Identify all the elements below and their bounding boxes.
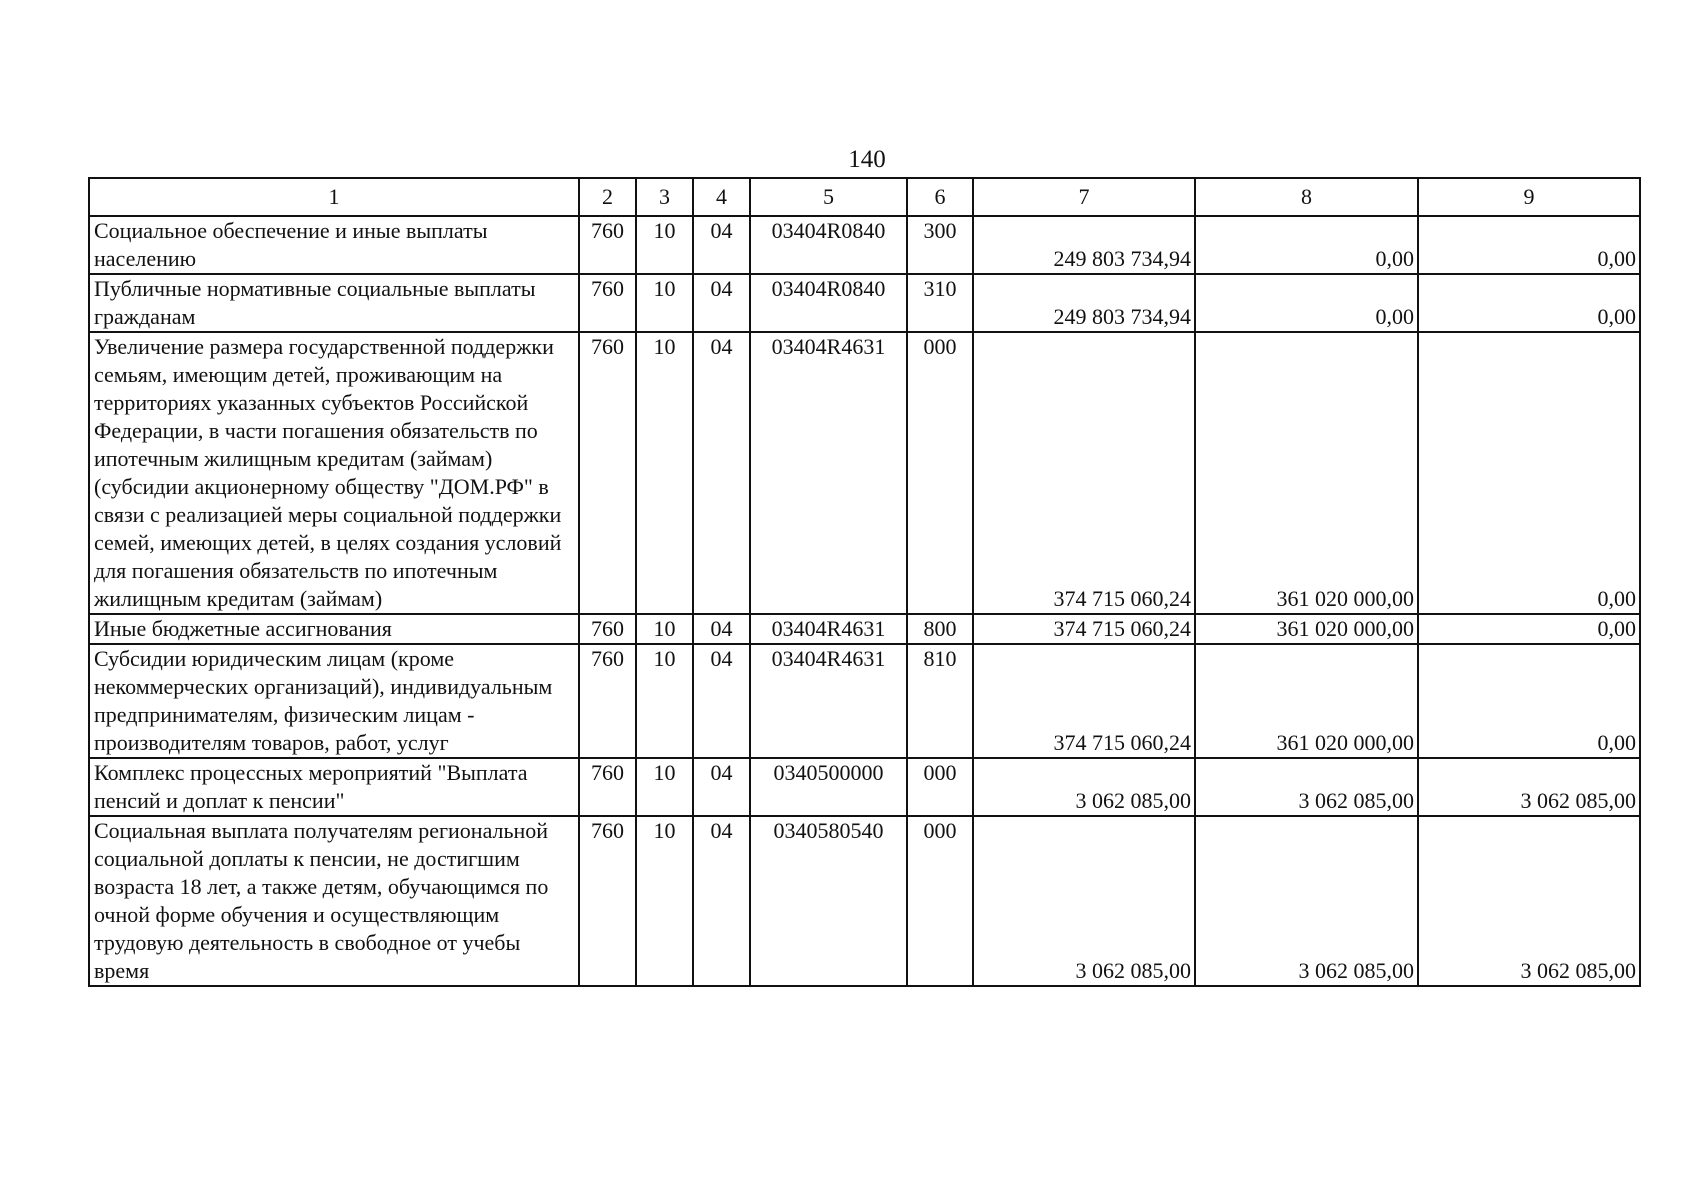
row-sum-9: 3 062 085,00 bbox=[1418, 758, 1640, 816]
row-name: Субсидии юридическим лицам (кроме некоммерческих организаций), индивидуальным предпринимателям, физическим лицам - производителям товаров, работ, услуг bbox=[89, 644, 579, 758]
row-code-2: 760 bbox=[579, 644, 636, 758]
row-code-4: 04 bbox=[693, 332, 750, 614]
row-sum-7: 374 715 060,24 bbox=[973, 332, 1195, 614]
table-row bbox=[89, 216, 1640, 274]
row-code-2: 760 bbox=[579, 816, 636, 986]
row-code-4: 04 bbox=[693, 274, 750, 332]
row-code-3: 10 bbox=[636, 758, 693, 816]
row-sum-9: 3 062 085,00 bbox=[1418, 816, 1640, 986]
column-header-3: 3 bbox=[636, 178, 693, 216]
row-code-5: 03404R4631 bbox=[750, 644, 907, 758]
row-sum-7: 374 715 060,24 bbox=[973, 644, 1195, 758]
row-code-3: 10 bbox=[636, 332, 693, 614]
row-code-2: 760 bbox=[579, 332, 636, 614]
row-code-3: 10 bbox=[636, 816, 693, 986]
row-sum-8: 361 020 000,00 bbox=[1195, 644, 1418, 758]
row-code-6: 000 bbox=[907, 758, 973, 816]
row-sum-8: 0,00 bbox=[1195, 216, 1418, 274]
row-sum-9: 0,00 bbox=[1418, 614, 1640, 644]
row-code-6: 310 bbox=[907, 274, 973, 332]
column-header-8: 8 bbox=[1195, 178, 1418, 216]
row-code-2: 760 bbox=[579, 274, 636, 332]
row-code-3: 10 bbox=[636, 644, 693, 758]
row-code-2: 760 bbox=[579, 614, 636, 644]
row-sum-8: 0,00 bbox=[1195, 274, 1418, 332]
row-code-3: 10 bbox=[636, 274, 693, 332]
row-sum-9: 0,00 bbox=[1418, 216, 1640, 274]
row-sum-9: 0,00 bbox=[1418, 274, 1640, 332]
row-code-6: 000 bbox=[907, 816, 973, 986]
page-number: 140 bbox=[848, 146, 886, 173]
row-code-4: 04 bbox=[693, 758, 750, 816]
column-header-2: 2 bbox=[579, 178, 636, 216]
row-sum-8: 361 020 000,00 bbox=[1195, 614, 1418, 644]
row-code-6: 000 bbox=[907, 332, 973, 614]
row-code-4: 04 bbox=[693, 644, 750, 758]
row-sum-7: 3 062 085,00 bbox=[973, 758, 1195, 816]
row-name: Публичные нормативные социальные выплаты гражданам bbox=[89, 274, 579, 332]
row-name: Социальное обеспечение и иные выплаты населению bbox=[89, 216, 579, 274]
row-sum-7: 3 062 085,00 bbox=[973, 816, 1195, 986]
table-row bbox=[89, 758, 1640, 816]
row-sum-7: 249 803 734,94 bbox=[973, 274, 1195, 332]
column-header-4: 4 bbox=[693, 178, 750, 216]
row-sum-9: 0,00 bbox=[1418, 332, 1640, 614]
row-name: Социальная выплата получателям региональной социальной доплаты к пенсии, не достигшим возраста 18 лет, а также детям, обучающимся по очной форме обучения и осуществляющим трудовую деятельность в свободное от учебы время bbox=[89, 816, 579, 986]
row-code-4: 04 bbox=[693, 614, 750, 644]
column-header-1: 1 bbox=[89, 178, 579, 216]
row-code-5: 03404R0840 bbox=[750, 216, 907, 274]
column-header-7: 7 bbox=[973, 178, 1195, 216]
row-name: Иные бюджетные ассигнования bbox=[89, 614, 579, 644]
row-sum-7: 249 803 734,94 bbox=[973, 216, 1195, 274]
row-code-6: 810 bbox=[907, 644, 973, 758]
row-sum-8: 361 020 000,00 bbox=[1195, 332, 1418, 614]
column-header-9: 9 bbox=[1418, 178, 1640, 216]
row-code-5: 0340500000 bbox=[750, 758, 907, 816]
table-row bbox=[89, 644, 1640, 758]
row-code-5: 03404R4631 bbox=[750, 614, 907, 644]
row-sum-7: 374 715 060,24 bbox=[973, 614, 1195, 644]
row-code-2: 760 bbox=[579, 216, 636, 274]
row-code-5: 03404R4631 bbox=[750, 332, 907, 614]
row-code-5: 0340580540 bbox=[750, 816, 907, 986]
table-row bbox=[89, 332, 1640, 614]
row-code-6: 800 bbox=[907, 614, 973, 644]
row-sum-9: 0,00 bbox=[1418, 644, 1640, 758]
column-header-5: 5 bbox=[750, 178, 907, 216]
row-code-3: 10 bbox=[636, 614, 693, 644]
row-sum-8: 3 062 085,00 bbox=[1195, 758, 1418, 816]
row-code-6: 300 bbox=[907, 216, 973, 274]
row-code-5: 03404R0840 bbox=[750, 274, 907, 332]
row-code-4: 04 bbox=[693, 816, 750, 986]
table-row bbox=[89, 614, 1640, 644]
table-row bbox=[89, 816, 1640, 986]
row-code-4: 04 bbox=[693, 216, 750, 274]
column-header-6: 6 bbox=[907, 178, 973, 216]
budget-table bbox=[88, 177, 1641, 987]
row-name: Комплекс процессных мероприятий "Выплата пенсий и доплат к пенсии" bbox=[89, 758, 579, 816]
table-row bbox=[89, 274, 1640, 332]
row-code-2: 760 bbox=[579, 758, 636, 816]
row-code-3: 10 bbox=[636, 216, 693, 274]
row-name: Увеличение размера государственной поддержки семьям, имеющим детей, проживающим на территориях указанных субъектов Российской Федерации, в части погашения обязательств по ипотечным жилищным кредитам (займам) (субсидии акционерному обществу "ДОМ.РФ" в связи с реализацией меры социальной поддержки семей, имеющих детей, в целях создания условий для погашения обязательств по ипотечным жилищным кредитам (займам) bbox=[89, 332, 579, 614]
header-row bbox=[89, 178, 1640, 216]
row-sum-8: 3 062 085,00 bbox=[1195, 816, 1418, 986]
